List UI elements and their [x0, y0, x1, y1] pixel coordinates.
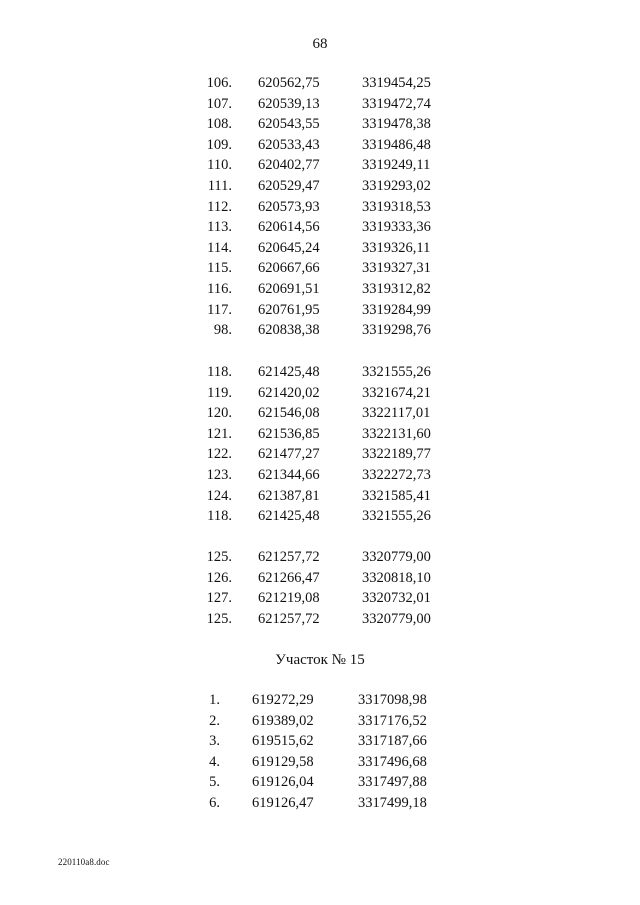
- point-number: 119.: [207, 384, 232, 401]
- coordinate-y: 3319318,53: [362, 198, 431, 215]
- point-number: 107.: [206, 95, 232, 112]
- point-number: 1.: [209, 692, 220, 708]
- point-number: 108.: [206, 116, 232, 133]
- coordinate-x: 620533,43: [258, 136, 320, 153]
- point-number: 120.: [206, 405, 232, 422]
- coordinate-x: 621425,48: [258, 364, 320, 380]
- point-number: 112.: [207, 198, 232, 215]
- point-number: 118.: [207, 508, 232, 525]
- coordinate-x: 620562,75: [258, 75, 320, 91]
- coordinate-row: [0, 588, 640, 608]
- point-number: 125.: [206, 610, 232, 627]
- coordinate-x: 621420,02: [258, 384, 320, 401]
- coordinate-y: 3320779,00: [362, 610, 431, 627]
- coordinate-row: [0, 94, 640, 114]
- coordinate-y: 3319472,74: [362, 95, 431, 112]
- coordinate-x: 619272,29: [252, 692, 314, 708]
- point-number: 123.: [206, 467, 232, 483]
- coordinate-y: 3319298,76: [362, 322, 431, 339]
- point-number: 114.: [207, 239, 232, 256]
- coordinate-y: 3322117,01: [362, 405, 431, 422]
- point-number: 122.: [206, 446, 232, 463]
- point-number: 118.: [207, 364, 232, 380]
- coordinate-x: 619515,62: [252, 733, 314, 750]
- coordinate-y: 3319326,11: [362, 239, 431, 256]
- point-number: 2.: [209, 712, 220, 729]
- point-number: 4.: [209, 753, 220, 770]
- point-number: 116.: [207, 281, 232, 297]
- coordinate-x: 619389,02: [252, 712, 314, 729]
- coordinate-y: 3319454,25: [362, 75, 431, 91]
- coordinate-y: 3320779,00: [362, 549, 431, 565]
- coordinate-row: [0, 279, 640, 299]
- coordinate-x: 620543,55: [258, 116, 320, 133]
- coordinate-x: 621257,72: [258, 610, 320, 627]
- coordinate-y: 3321555,26: [362, 364, 431, 380]
- coordinate-row: [0, 568, 640, 588]
- point-number: 117.: [207, 301, 232, 318]
- coordinate-x: 621387,81: [258, 487, 320, 504]
- coordinate-y: 3317496,68: [358, 753, 427, 770]
- coordinate-y: 3321674,21: [362, 384, 431, 401]
- point-number: 3.: [209, 733, 220, 750]
- coordinate-y: 3322131,60: [362, 425, 431, 442]
- coordinate-row: [0, 135, 640, 155]
- coordinate-y: 3320732,01: [362, 590, 431, 607]
- coordinate-row: [0, 506, 640, 526]
- coordinate-row: [0, 403, 640, 423]
- coordinate-x: 621344,66: [258, 467, 320, 483]
- coordinate-row: [0, 320, 640, 340]
- coordinate-y: 3319333,36: [362, 219, 431, 236]
- coordinate-y: 3319284,99: [362, 301, 431, 318]
- point-number: 115.: [207, 260, 232, 277]
- point-number: 98.: [213, 322, 232, 339]
- coordinate-x: 620691,51: [258, 281, 320, 297]
- coordinate-row: [0, 383, 640, 403]
- coordinate-x: 620614,56: [258, 219, 320, 236]
- coordinate-y: 3319249,11: [362, 157, 431, 174]
- coordinate-y: 3319293,02: [362, 178, 431, 194]
- coordinate-y: 3321585,41: [362, 487, 431, 504]
- coordinate-y: 3317098,98: [358, 692, 427, 708]
- coordinate-y: 3320818,10: [362, 569, 431, 586]
- page-number: 68: [312, 36, 328, 52]
- coordinate-row: [0, 752, 640, 772]
- coordinate-row: [0, 155, 640, 175]
- coordinate-x: 620573,93: [258, 198, 320, 215]
- section-title: Участок № 15: [275, 652, 365, 668]
- point-number: 5.: [209, 774, 220, 791]
- coordinate-x: 620539,13: [258, 95, 320, 112]
- coordinate-row: [0, 217, 640, 237]
- coordinate-x: 621546,08: [258, 405, 320, 422]
- coordinate-y: 3317499,18: [358, 795, 427, 811]
- coordinate-y: 3317176,52: [358, 712, 427, 729]
- coordinate-x: 619126,04: [252, 774, 314, 791]
- coordinate-x: 621266,47: [258, 569, 320, 586]
- coordinate-row: [0, 465, 640, 485]
- coordinate-row: [0, 711, 640, 731]
- coordinate-row: [0, 197, 640, 217]
- coordinate-row: [0, 547, 640, 567]
- coordinate-x: 621536,85: [258, 425, 320, 442]
- point-number: 109.: [206, 136, 232, 153]
- coordinate-x: 620667,66: [258, 260, 320, 277]
- point-number: 6.: [209, 795, 220, 811]
- coordinate-x: 620761,95: [258, 301, 320, 318]
- coordinate-row: [0, 424, 640, 444]
- point-number: 111.: [207, 178, 232, 194]
- coordinate-row: [0, 772, 640, 792]
- coordinate-y: 3319478,38: [362, 116, 431, 133]
- coordinate-row: [0, 258, 640, 278]
- coordinate-y: 3319486,48: [362, 136, 431, 153]
- coordinate-y: 3317187,66: [358, 733, 427, 750]
- point-number: 125.: [206, 549, 232, 565]
- footer-filename: 220110a8.doc: [58, 857, 110, 867]
- coordinate-row: [0, 300, 640, 320]
- coordinate-row: [0, 362, 640, 382]
- coordinate-row: [0, 444, 640, 464]
- coordinate-x: 621219,08: [258, 590, 320, 607]
- coordinate-x: 621477,27: [258, 446, 320, 463]
- coordinate-x: 620838,38: [258, 322, 320, 339]
- coordinate-row: [0, 793, 640, 813]
- coordinate-x: 620645,24: [258, 239, 320, 256]
- coordinate-y: 3319312,82: [362, 281, 431, 297]
- point-number: 126.: [206, 569, 232, 586]
- coordinate-y: 3317497,88: [358, 774, 427, 791]
- coordinate-x: 621425,48: [258, 508, 320, 525]
- point-number: 127.: [206, 590, 232, 607]
- coordinate-x: 620402,77: [258, 157, 320, 174]
- coordinate-y: 3322272,73: [362, 467, 431, 483]
- coordinate-x: 619126,47: [252, 795, 314, 811]
- point-number: 124.: [206, 487, 232, 504]
- coordinate-x: 619129,58: [252, 753, 314, 770]
- point-number: 113.: [207, 219, 232, 236]
- coordinate-row: [0, 609, 640, 629]
- coordinate-row: [0, 238, 640, 258]
- coordinate-y: 3321555,26: [362, 508, 431, 525]
- coordinate-y: 3322189,77: [362, 446, 431, 463]
- coordinate-row: [0, 731, 640, 751]
- point-number: 110.: [207, 157, 232, 174]
- coordinate-x: 621257,72: [258, 549, 320, 565]
- coordinate-row: [0, 176, 640, 196]
- point-number: 121.: [206, 425, 232, 442]
- coordinate-row: [0, 73, 640, 93]
- coordinate-row: [0, 486, 640, 506]
- coordinate-x: 620529,47: [258, 178, 320, 194]
- coordinate-y: 3319327,31: [362, 260, 431, 277]
- coordinate-row: [0, 114, 640, 134]
- coordinate-row: [0, 690, 640, 710]
- point-number: 106.: [206, 75, 232, 91]
